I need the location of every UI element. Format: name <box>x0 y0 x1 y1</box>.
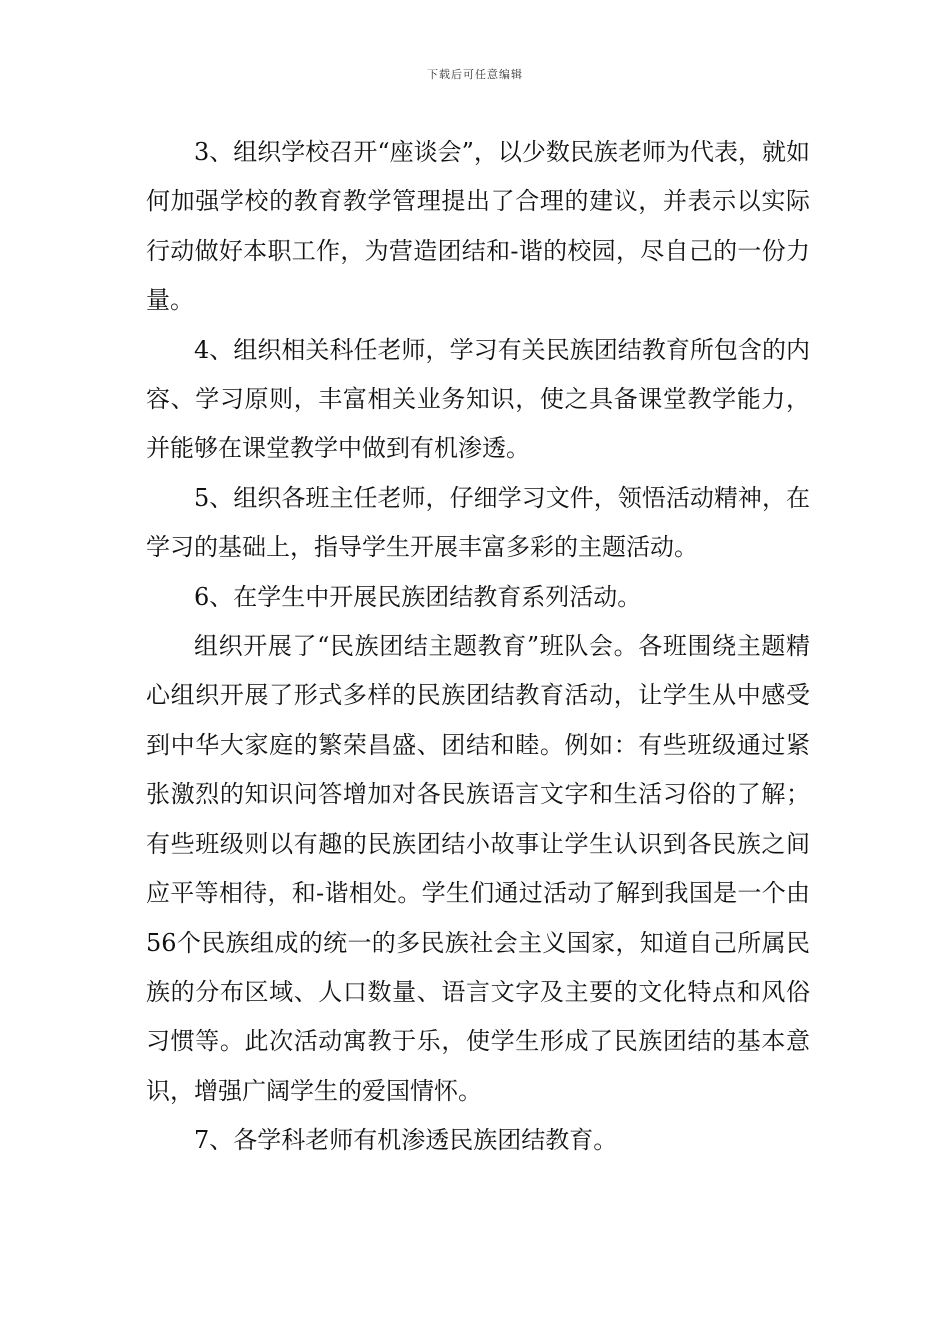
paragraph-item-5: 5、组织各班主任老师，仔细学习文件，领悟活动精神，在学习的基础上，指导学生开展丰富多彩的主题活动。 <box>146 483 810 562</box>
document-body <box>146 128 810 1166</box>
header-note: 下载后可任意编辑 <box>427 68 523 81</box>
paragraph-item-7: 7、各学科老师有机渗透民族团结教育。 <box>194 1126 618 1155</box>
paragraph-theme-activity: 组织开展了“民族团结主题教育”班队会。各班围绕主题精心组织开展了形式多样的民族团结教育活动，让学生从中感受到中华大家庭的繁荣昌盛、团结和睦。例如：有些班级通过紧张激烈的知识问答增加对各民族语言文字和生活习俗的了解；有些班级则以有趣的民族团结小故事让学生认识到各民族之间应平等相待，和-谐相处。学生们通过活动了解到我国是一个由56个民族组成的统一的多民族社会主义国家，知道自己所属民族的分布区域、人口数量、语言文字及主要的文化特点和风俗习惯等。此次活动寓教于乐，使学生形成了民族团结的基本意识，增强广阔学生的爱国情怀。 <box>146 632 810 1105</box>
paragraph-item-6: 6、在学生中开展民族团结教育系列活动。 <box>194 582 642 611</box>
paragraph-item-4: 4、组织相关科任老师，学习有关民族团结教育所包含的内容、学习原则，丰富相关业务知识，使之具备课堂教学能力，并能够在课堂教学中做到有机渗透。 <box>146 335 810 463</box>
paragraph-item-3: 3、组织学校召开“座谈会”，以少数民族老师为代表，就如何加强学校的教育教学管理提出了合理的建议，并表示以实际行动做好本职工作，为营造团结和-谐的校园，尽自己的一份力量。 <box>146 138 810 315</box>
